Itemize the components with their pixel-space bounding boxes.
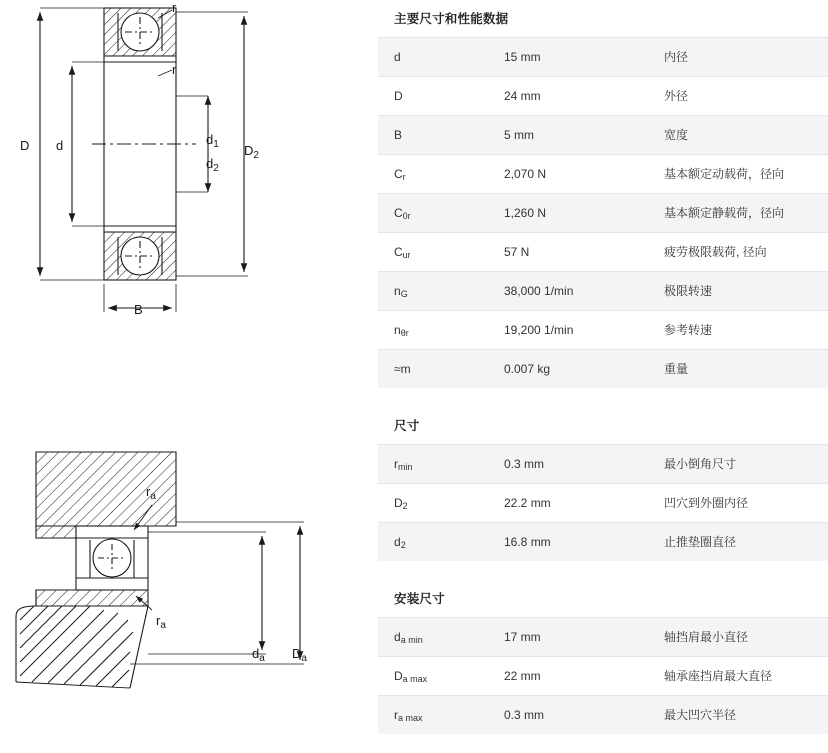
spec-table-main [378, 37, 828, 388]
row-description: 止推垫圈直径 [664, 523, 828, 562]
row-description: 轴挡肩最小直径 [664, 618, 828, 657]
table-row [378, 350, 828, 389]
bearing-cross-section-drawing [0, 0, 378, 330]
drawings-column [0, 0, 378, 753]
table-row [378, 618, 828, 657]
spec-table-mounting [378, 617, 828, 734]
table-row [378, 523, 828, 562]
group-title-main: 主要尺寸和性能数据 [394, 12, 509, 26]
row-symbol: $D_{a max}$ [378, 657, 504, 696]
row-value: 1,260 N [504, 194, 664, 233]
table-row [378, 233, 828, 272]
row-value: 2,070 N [504, 155, 664, 194]
row-description: 重量 [664, 350, 828, 389]
row-symbol: $D_2$ [378, 484, 504, 523]
table-row [378, 116, 828, 155]
row-value: 0.007 kg [504, 350, 664, 389]
table-row [378, 272, 828, 311]
row-symbol: $C_{ur}$ [378, 233, 504, 272]
row-description: 参考转速 [664, 311, 828, 350]
row-description: 内径 [664, 38, 828, 77]
row-value: 22.2 mm [504, 484, 664, 523]
row-symbol: $n_G$ [378, 272, 504, 311]
row-value: 38,000 1/min [504, 272, 664, 311]
row-value: 0.3 mm [504, 696, 664, 735]
label-Da: $D_a$ [292, 646, 307, 664]
table-row [378, 38, 828, 77]
label-r-top: r [172, 0, 177, 15]
row-value: 22 mm [504, 657, 664, 696]
row-value: 15 mm [504, 38, 664, 77]
label-da: $d_a$ [252, 646, 265, 664]
row-value: 16.8 mm [504, 523, 664, 562]
row-value: 17 mm [504, 618, 664, 657]
row-description: 最大凹穴半径 [664, 696, 828, 735]
row-description: 基本额定动载荷，径向 [664, 155, 828, 194]
label-d: d [56, 138, 64, 153]
table-row [378, 484, 828, 523]
group-title-dimensions: 尺寸 [394, 419, 420, 433]
row-description: 基本额定静载荷，径向 [664, 194, 828, 233]
row-description: 疲劳极限载荷, 径向 [664, 233, 828, 272]
row-value: 19,200 1/min [504, 311, 664, 350]
row-symbol: $r_{min}$ [378, 445, 504, 484]
label-r-mid: r [172, 62, 177, 77]
row-symbol: $C_{0r}$ [378, 194, 504, 233]
row-description: 极限转速 [664, 272, 828, 311]
group-title-mounting: 安装尺寸 [394, 592, 445, 606]
label-ra-top: $r_a$ [146, 484, 156, 502]
row-description: 外径 [664, 77, 828, 116]
table-row [378, 194, 828, 233]
row-symbol: $n_{\theta r}$ [378, 311, 504, 350]
spec-table-dimensions [378, 444, 828, 561]
table-row [378, 311, 828, 350]
table-row [378, 445, 828, 484]
label-d1: $d_1$ [206, 132, 219, 150]
row-value: 5 mm [504, 116, 664, 155]
bearing-mounting-drawing [0, 420, 378, 753]
label-D: D [20, 138, 30, 153]
row-description: 凹穴到外圈内径 [664, 484, 828, 523]
label-B: B [134, 302, 143, 317]
row-symbol: B [378, 116, 504, 155]
label-d2: $d_2$ [206, 156, 219, 174]
row-symbol: $d_2$ [378, 523, 504, 562]
row-symbol: ≈m [378, 350, 504, 389]
specifications-column [378, 0, 828, 753]
row-description: 宽度 [664, 116, 828, 155]
row-symbol: $C_r$ [378, 155, 504, 194]
row-symbol: $r_{a max}$ [378, 696, 504, 735]
row-symbol: d [378, 38, 504, 77]
row-value: 24 mm [504, 77, 664, 116]
row-value: 0.3 mm [504, 445, 664, 484]
table-row [378, 155, 828, 194]
table-row [378, 696, 828, 735]
row-value: 57 N [504, 233, 664, 272]
row-symbol: D [378, 77, 504, 116]
label-D2: $D_2$ [244, 143, 259, 161]
row-symbol: $d_{a min}$ [378, 618, 504, 657]
label-ra-bottom: $r_a$ [156, 613, 166, 631]
row-description: 轴承座挡肩最大直径 [664, 657, 828, 696]
table-row [378, 77, 828, 116]
row-description: 最小倒角尺寸 [664, 445, 828, 484]
table-row [378, 657, 828, 696]
